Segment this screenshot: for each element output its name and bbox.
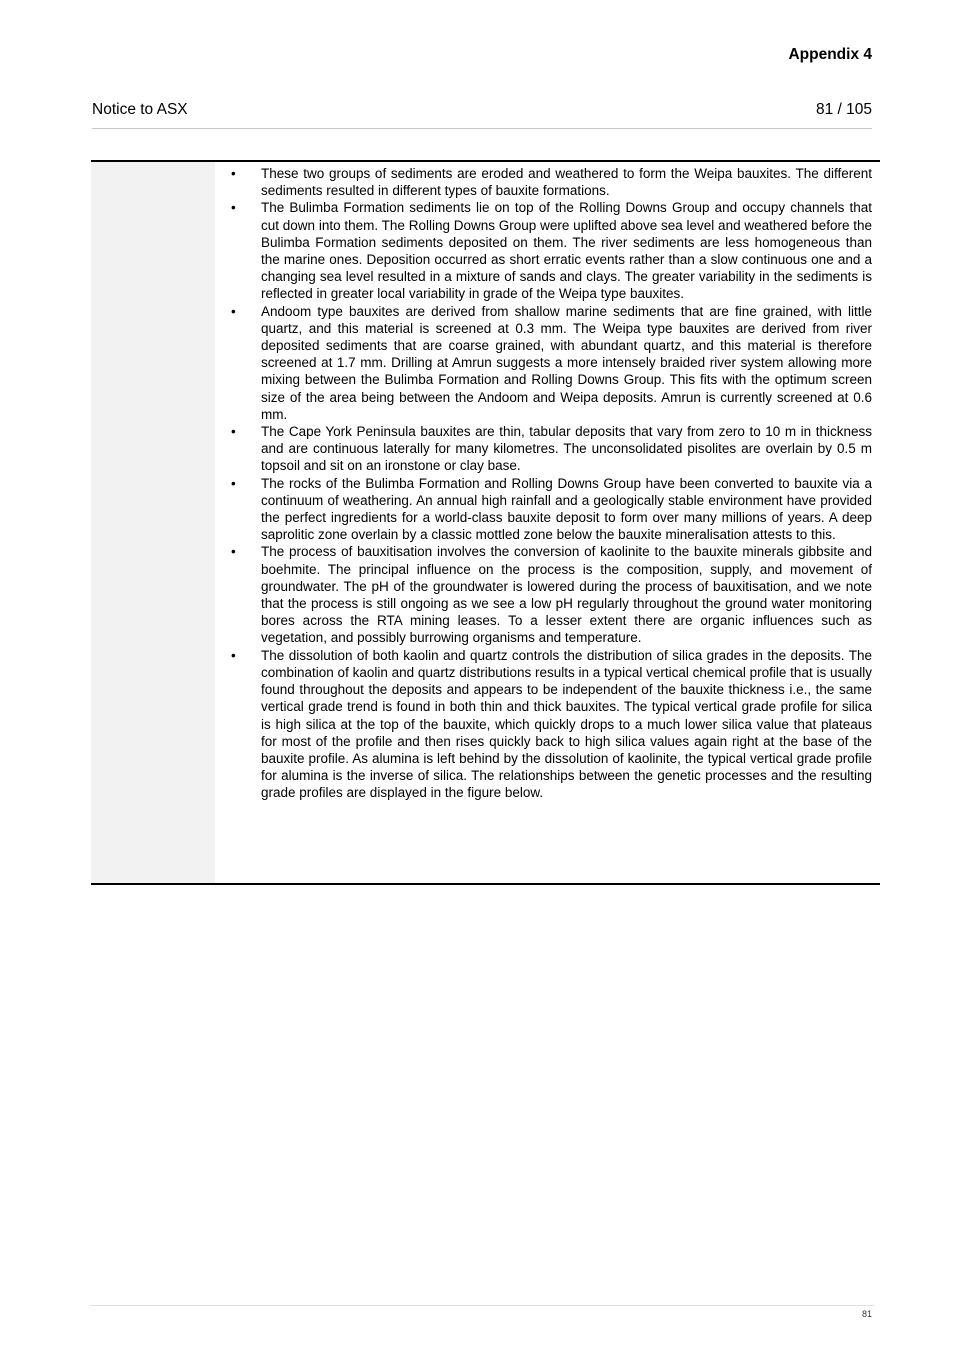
bullet-icon: • [231,544,236,560]
bullet-list [215,165,872,802]
list-item-text: The dissolution of both kaolin and quartz controls the distribution of silica grades in the deposits. The combination of kaolin and quartz distributions results in a typical vertical chemical profile that is usually found throughout the deposits and appears to be independent of the bauxite thickness i.e., the same vertical grade trend is found in both thin and thick bauxites. The typical vertical grade profile for silica is high silica at the top of the bauxite, which quickly drops to a much lower silica value that plateaus for most of the profile and then rises quickly back to high silica values again right at the base of the bauxite profile. As alumina is left behind by the dissolution of kaolinite, the typical vertical grade profile for alumina is the inverse of silica. The relationships between the genetic processes and the resulting grade profiles are displayed in the figure below. [261,647,872,801]
appendix-label: Appendix 4 [788,46,872,63]
bullet-icon: • [231,303,236,319]
list-item [215,475,872,544]
document-title: Notice to ASX [92,101,188,118]
bullet-icon: • [231,475,236,491]
bullet-icon: • [231,200,236,216]
list-item-text: The Bulimba Formation sediments lie on top of the Rolling Downs Group and occupy channels that cut down into them. The Rolling Downs Group were uplifted above sea level and weathered before the Bulimba Formation sediments deposited on them. The river sediments are less homogeneous than the marine ones. Deposition occurred as short erratic events rather than a slow continuous one and a changing sea level resulted in a mixture of sands and clays. The greater variability in the sediments is reflected in greater local variability in grade of the Weipa type bauxites. [261,200,872,302]
bullet-icon: • [231,424,236,440]
table-content-cell [215,162,880,883]
list-item-text: The rocks of the Bulimba Formation and Rolling Downs Group have been converted to bauxite via a continuum of weathering. An annual high rainfall and a geologically stable environment have provided the perfect ingredients for a world-class bauxite deposit to form over many millions of years. A deep saprolitic zone overlain by a classic mottled zone below the bauxite mineralisation attests to this. [261,475,872,543]
list-item [215,303,872,423]
list-item [215,165,872,199]
list-item [215,199,872,302]
footer-page-number: 81 [861,1309,872,1319]
list-item [215,543,872,646]
page-header [92,101,872,129]
list-item-text: These two groups of sediments are eroded and weathered to form the Weipa bauxites. The different sediments resulted in different types of bauxite formations. [261,166,872,199]
table-label-cell [91,162,215,883]
list-item-text: The Cape York Peninsula bauxites are thin, tabular deposits that vary from zero to 10 m in thickness and are continuous laterally for many kilometres. The unconsolidated pisolites are overlain by 0.5 m topsoil and sit on an ironstone or clay base. [261,424,872,474]
bullet-icon: • [231,647,236,663]
list-item [215,423,872,475]
content-table [91,160,880,885]
list-item-text: Andoom type bauxites are derived from shallow marine sediments that are fine grained, with little quartz, and this material is screened at 0.3 mm. The Weipa type bauxites are derived from river deposited sediments that are coarse grained, with abundant quartz, and this material is therefore screened at 1.7 mm. Drilling at Amrun suggests a more intensely braided river system allowing more mixing between the Bulimba Formation and Rolling Downs Group. This fits with the optimum screen size of the area being between the Andoom and Weipa deposits. Amrun is currently screened at 0.6 mm. [261,303,872,422]
list-item [215,647,872,802]
list-item-text: The process of bauxitisation involves the conversion of kaolinite to the bauxite minerals gibbsite and boehmite. The principal influence on the process is the composition, supply, and movement of groundwater. The pH of the groundwater is lowered during the process of bauxitisation, and we note that the process is still ongoing as we see a low pH regularly throughout the ground water monitoring bores across the RTA mining leases. To a lesser extent there are organic influences such as vegetation, and possibly burrowing organisms and temperature. [261,544,872,646]
page-counter: 81 / 105 [815,101,872,118]
bullet-icon: • [231,166,236,181]
footer-divider [90,1305,874,1306]
